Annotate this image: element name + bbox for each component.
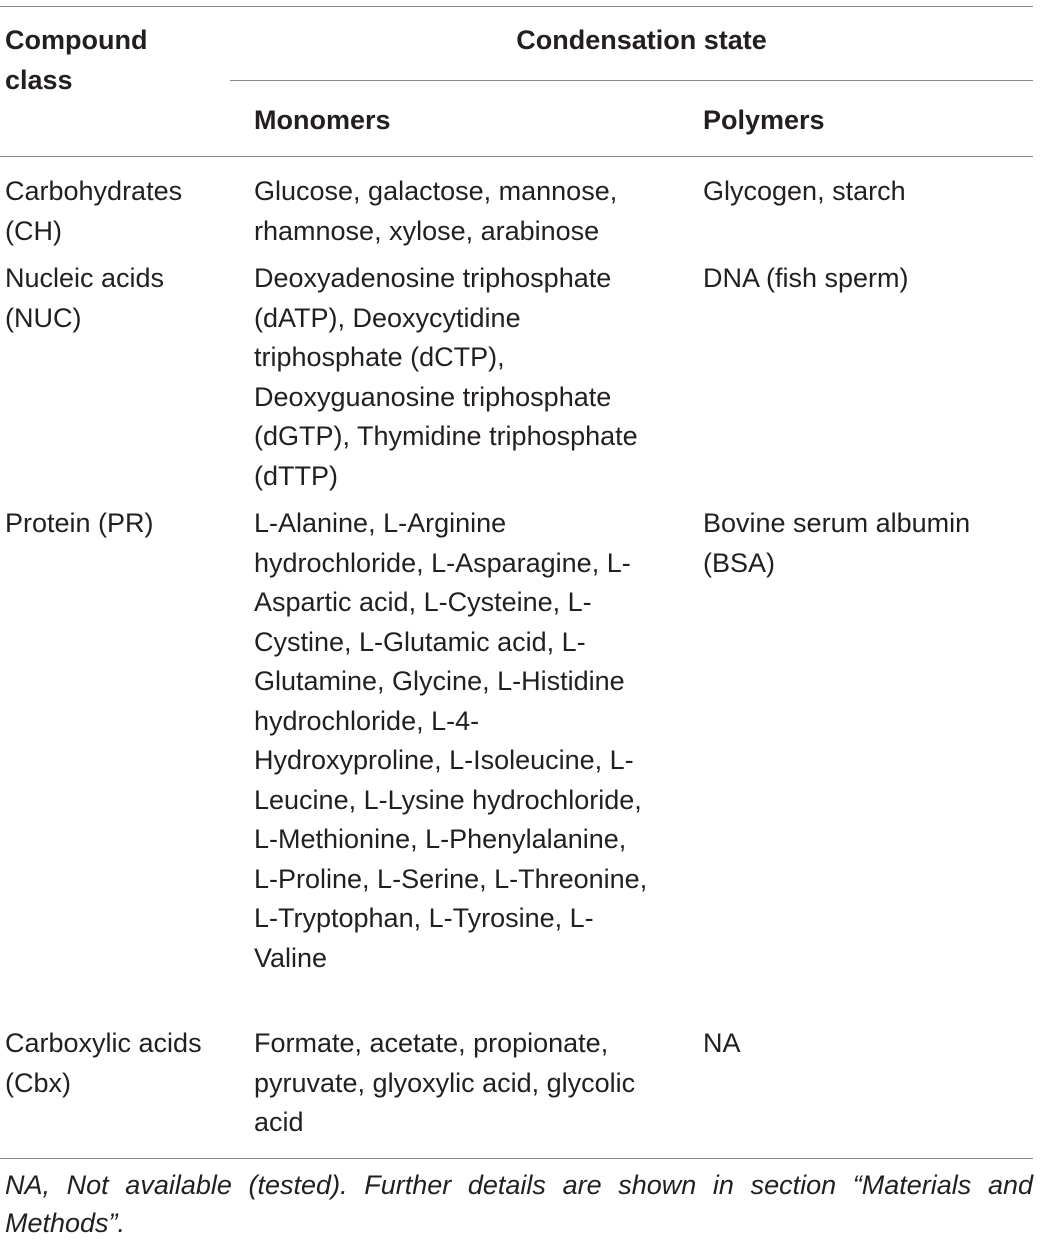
table-top-rule xyxy=(0,6,1033,7)
header-condensation-state: Condensation state xyxy=(516,25,767,55)
row-polymers-nucleic-acids: DNA (fish sperm) xyxy=(703,263,909,293)
row-monomers-protein: L-Alanine, L-Arginine hydrochloride, L-Asparagine, L-Aspartic acid, L-Cysteine, L-Cystine, L-Glutamic acid, L-Glutamine, Glycine, L-Histidine hydrochloride, L-4-Hydroxyproline, L-Isoleucine, L-Leucine, L-Lysine hydrochloride, L-Methionine, L-Phenylalanine, L-Proline, L-Serine, L-Threonine, L-Tryptophan, L-Tyrosine, L-Valine xyxy=(254,508,648,973)
row-monomers-nucleic-acids: Deoxyadenosine triphosphate (dATP), Deoxycytidine triphosphate (dCTP), Deoxyguanosine triphosphate (dGTP), Thymidine triphosphate (dTTP) xyxy=(254,263,638,491)
table-bottom-rule xyxy=(0,1158,1033,1159)
row-class-protein: Protein (PR) xyxy=(5,508,154,538)
row-monomers-carbohydrates: Glucose, galactose, mannose, rhamnose, xylose, arabinose xyxy=(254,176,618,246)
row-polymers-protein: Bovine serum albumin (BSA) xyxy=(703,508,971,578)
header-bottom-rule xyxy=(0,156,1033,157)
row-class-carboxylic-acids: Carboxylic acids (Cbx) xyxy=(5,1028,202,1098)
row-polymers-carboxylic-acids: NA xyxy=(703,1028,741,1058)
header-polymers: Polymers xyxy=(703,105,825,135)
header-monomers: Monomers xyxy=(254,105,391,135)
header-compound-class: Compound class xyxy=(5,25,148,95)
row-class-carbohydrates: Carbohydrates (CH) xyxy=(5,176,183,246)
row-monomers-carboxylic-acids: Formate, acetate, propionate, pyruvate, glyoxylic acid, glycolic acid xyxy=(254,1028,636,1137)
table-footnote: NA, Not available (tested). Further details are shown in section “Materials and Methods”. xyxy=(5,1170,1033,1238)
condensation-state-rule xyxy=(230,80,1033,81)
row-polymers-carbohydrates: Glycogen, starch xyxy=(703,176,906,206)
row-class-nucleic-acids: Nucleic acids (NUC) xyxy=(5,263,165,333)
